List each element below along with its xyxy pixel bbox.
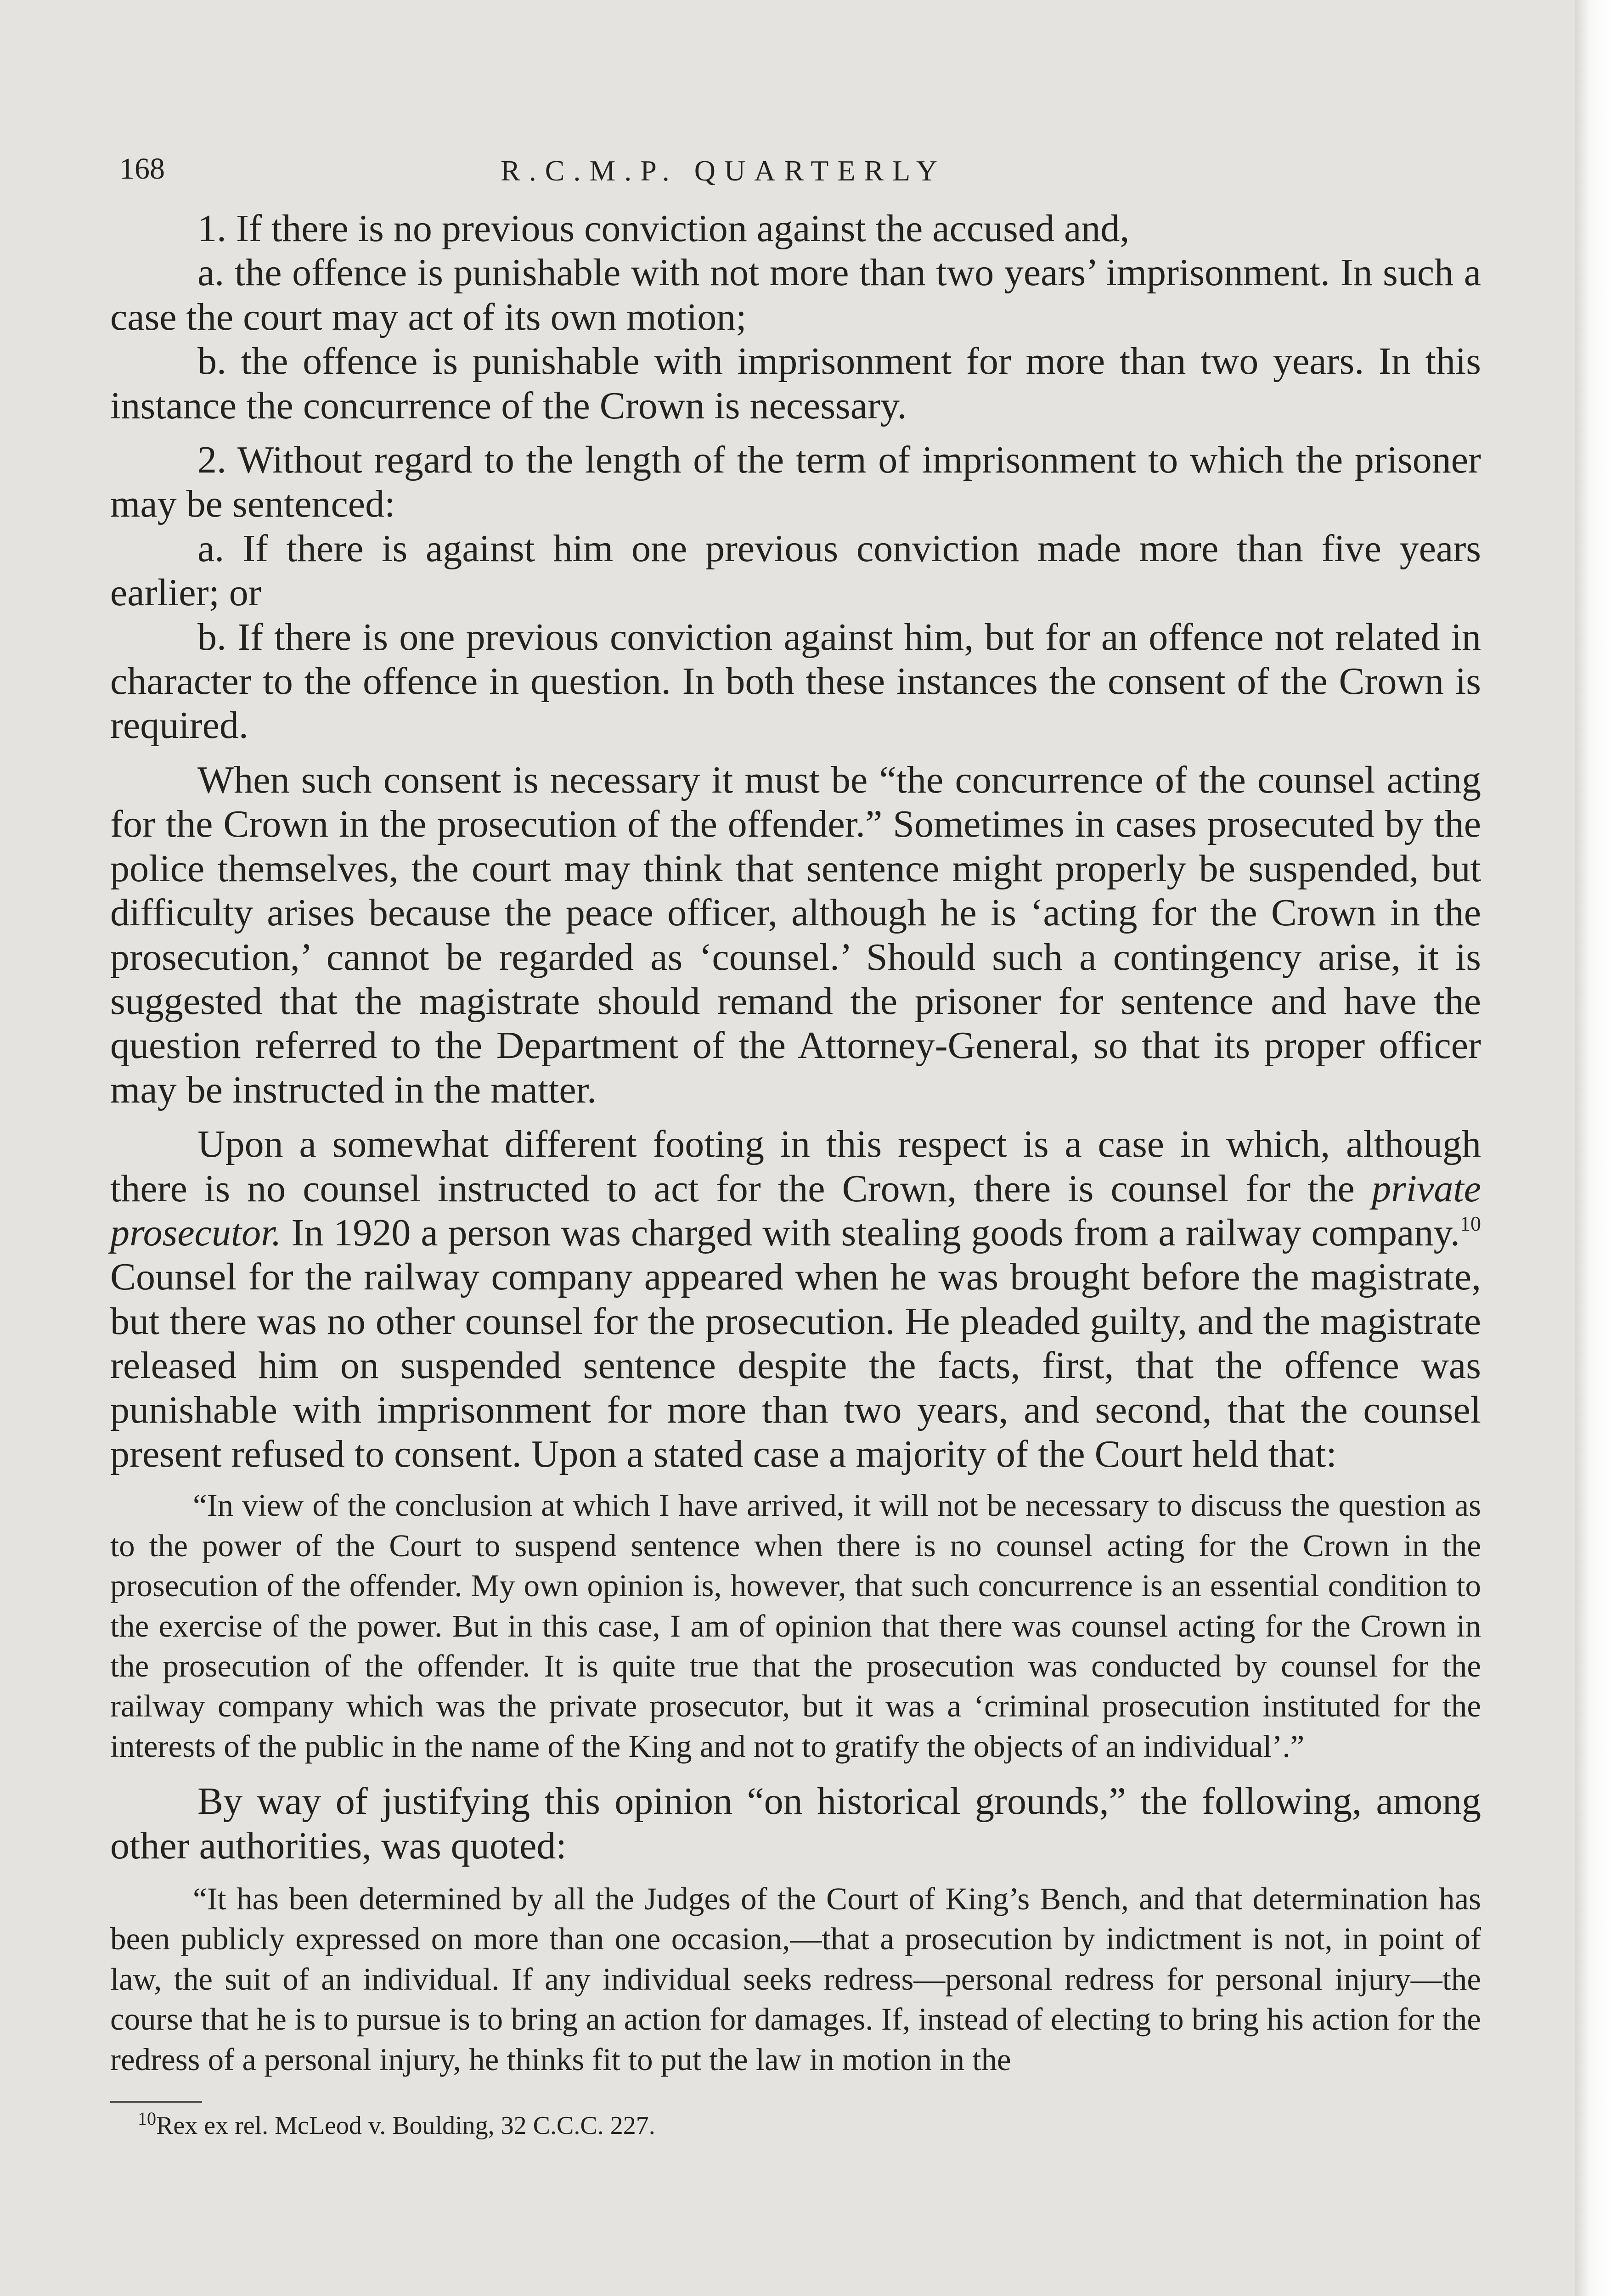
footnote-reference: 10 <box>1460 1211 1481 1235</box>
block-quote-court <box>110 1486 1481 1767</box>
journal-title: R.C.M.P. QUARTERLY <box>501 154 946 187</box>
footnote <box>138 2108 1481 2140</box>
text-run: Counsel for the railway company appeared when he was brought before the magistrate, but there was no other counsel for the prosecution. He pleaded guilty, and the magistrate released him on suspended sentence despite the facts, first, that the offence was punishable with imprisonment for more than two years, and second, that the counsel present refused to consent. Upon a stated case a majority of the Court held that: <box>110 1255 1481 1475</box>
quote-text: “It has been determined by all the Judges of the Court of King’s Bench, and that determination has been publicly expressed on more than one occasion,—that a prosecution by indictment is not, in point of law, the suit of an individual. If any individual seeks redress—personal redress for personal injury—the course that he is to pursue is to bring an action for damages. If, instead of electing to bring his action for the redress of a personal injury, he thinks fit to put the law in motion in the <box>110 1881 1481 2077</box>
paragraph-condition-1a: a. the offence is punishable with not more than two years’ imprisonment. In such a case the court may act of its own motion; <box>110 251 1481 338</box>
page-number: 168 <box>119 152 165 186</box>
paragraph-condition-2a: a. If there is against him one previous conviction made more than five years earlier; or <box>110 527 1481 614</box>
paragraph-historical-grounds: By way of justifying this opinion “on historical grounds,” the following, among other authorities, was quoted: <box>110 1780 1481 1867</box>
body-text-continued <box>110 1779 1481 1868</box>
block-quote-kings-bench <box>110 1879 1481 2080</box>
footnote-divider <box>110 2101 202 2103</box>
italic-term: private prosecutor. <box>110 1167 1481 1254</box>
body-text <box>110 207 1481 1476</box>
paragraph-private-prosecutor <box>110 1122 1481 1476</box>
text-run: In 1920 a person was charged with stealing goods from a railway company. <box>281 1211 1460 1254</box>
quote-text: “In view of the conclusion at which I have arrived, it will not be necessary to discuss the question as to the power of the Court to suspend sentence when there is no counsel acting for the Crown in the prosecution of the offender. My own opinion is, however, that such concurrence is an essential condition to the exercise of the power. But in this case, I am of opinion that there was counsel acting for the Crown in the prosecution of the offender. It is quite true that the prosecution was conducted by counsel for the railway company which was the private prosecutor, but it was a ‘criminal prosecution instituted for the interests of the public in the name of the King and not to gratify the objects of an individual’.” <box>110 1488 1481 1764</box>
paragraph-condition-1: 1. If there is no previous conviction against the accused and, <box>197 207 1130 250</box>
paragraph-condition-2b: b. If there is one previous conviction against him, but for an offence not related in character to the offence in question. In both these instances the consent of the Crown is required. <box>110 615 1481 747</box>
footnote-number: 10 <box>138 2108 156 2129</box>
page-edge-shadow <box>1575 0 1611 2296</box>
paragraph-consent: When such consent is necessary it must be “the concurrence of the counsel acting for the Crown in the prosecution of the offender.” Sometimes in cases prosecuted by the police themselves, the court may think that sentence might properly be suspended, but difficulty arises because the peace officer, although he is ‘acting for the Crown in the prosecution,’ cannot be regarded as ‘counsel.’ Should such a contingency arise, it is suggested that the magistrate should remand the prisoner for sentence and have the question referred to the Department of the Attorney-General, so that its proper officer may be instructed in the matter. <box>110 758 1481 1111</box>
document-page <box>110 152 1481 2140</box>
running-head <box>110 152 1481 207</box>
paragraph-condition-2: 2. Without regard to the length of the term of imprisonment to which the prisoner may be sentenced: <box>110 439 1481 526</box>
footnote-text: Rex ex rel. McLeod v. Boulding, 32 C.C.C. 227. <box>156 2111 655 2140</box>
text-run: Upon a somewhat different footing in this respect is a case in which, although there is no counsel instructed to act for the Crown, there is counsel for the <box>110 1123 1481 1210</box>
paragraph-condition-1b: b. the offence is punishable with imprisonment for more than two years. In this instance the concurrence of the Crown is necessary. <box>110 340 1481 427</box>
